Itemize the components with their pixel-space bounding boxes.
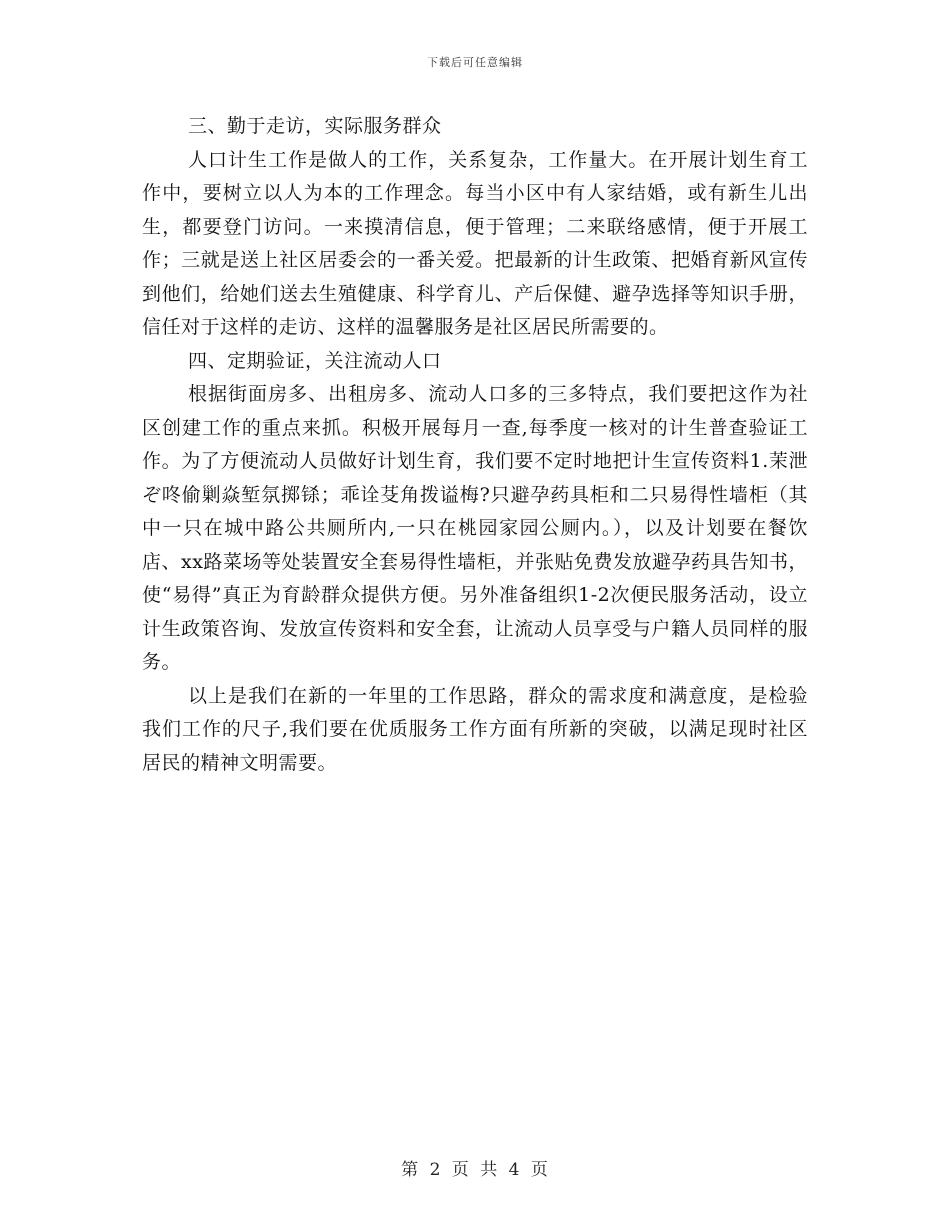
- document-body: [142, 110, 808, 780]
- page-number: 第 2 页 共 4 页: [401, 1160, 549, 1180]
- page-header-note: 下载后可任意编辑: [427, 56, 523, 69]
- section-3-paragraph: 人口计生工作是做人的工作，关系复杂，工作量大。在开展计划生育工作中，要树立以人为本的工作理念。每当小区中有人家结婚，或有新生儿出生，都要登门访问。一来摸清信息，便于管理；二来联络感情，便于开展工作；三就是送上社区居委会的一番关爱。把最新的计生政策、把婚育新风宣传到他们，给她们送去生殖健康、科学育儿、产后保健、避孕选择等知识手册，信任对于这样的走访、这样的温馨服务是社区居民所需要的。: [142, 148, 808, 338]
- section-4-paragraph: 根据街面房多、出租房多、流动人口多的三多特点，我们要把这作为社区创建工作的重点来抓。积极开展每月一查,每季度一核对的计生普查验证工作。为了方便流动人员做好计划生育，我们要不定时地把计生宣传资料1.茉泄ぞ咚偷剿焱堑氛掷铩；乖诠芟角拨谥梅?只避孕药具柜和二只易得性墙柜（其中一只在城中路公共厕所内,一只在桃园家园公厕内。），以及计划要在餐饮店、xx路菜场等处装置安全套易得性墙柜，并张贴免费发放避孕药具告知书，使“易得”真正为育龄群众提供方便。另外准备组织1-2次便民服务活动，设立计生政策咨询、发放宣传资料和安全套，让流动人员享受与户籍人员同样的服务。: [142, 383, 808, 673]
- section-3-heading: 三、勤于走访，实际服务群众: [188, 115, 442, 137]
- section-4-heading: 四、定期验证，关注流动人口: [188, 349, 442, 372]
- closing-paragraph: 以上是我们在新的一年里的工作思路，群众的需求度和满意度，是检验我们工作的尺子,我们要在优质服务工作方面有所新的突破，以满足现时社区居民的精神文明需要。: [142, 684, 808, 774]
